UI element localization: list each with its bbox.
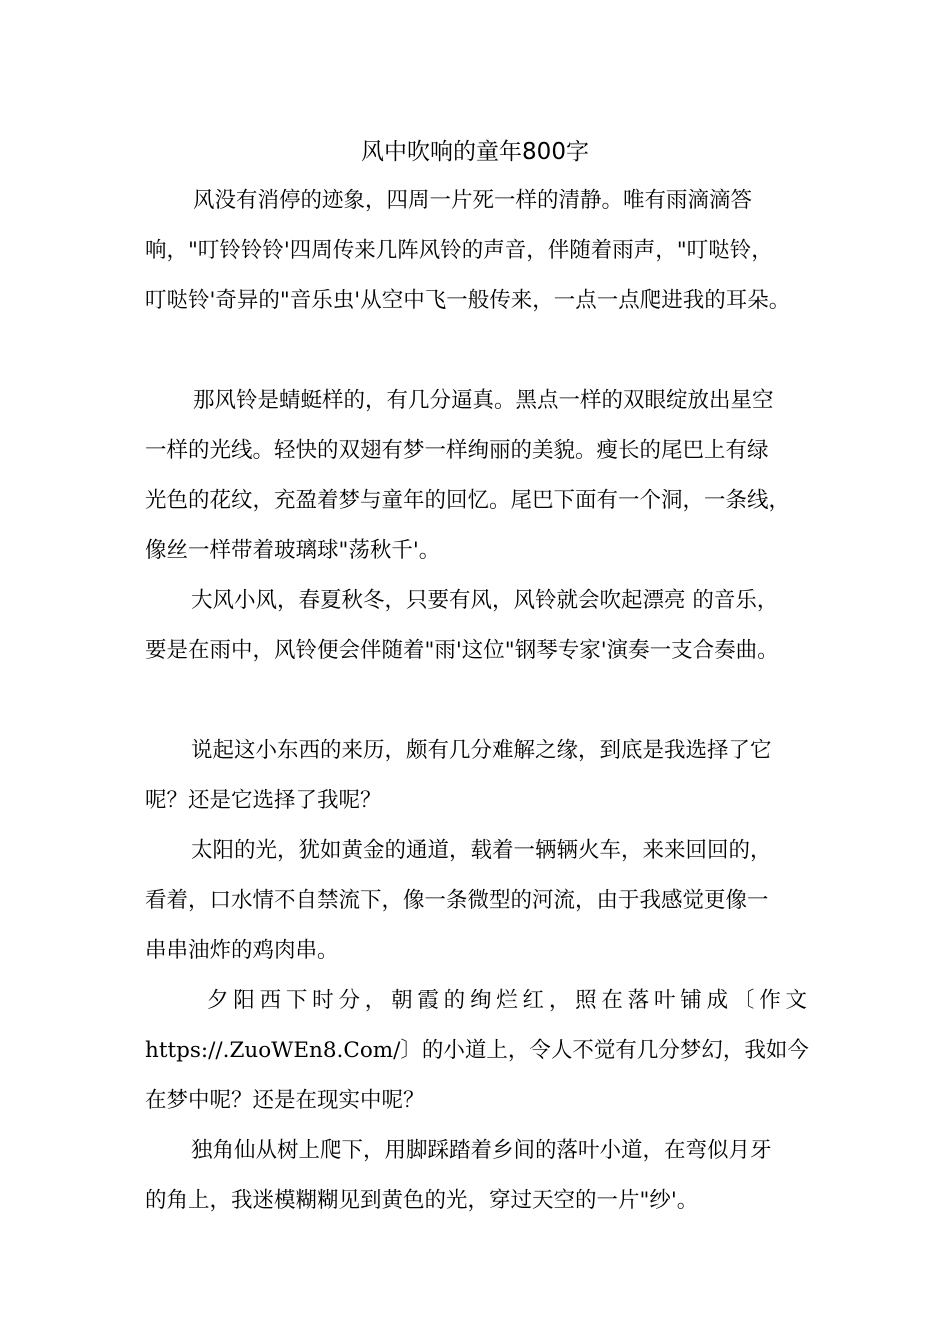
paragraph-6-line-3: 在梦中呢？还是在现实中呢？ bbox=[145, 1088, 425, 1113]
paragraph-1-line-3: 叮哒铃'奇异的"音乐虫'从空中飞一般传来，一点一点爬进我的耳朵。 bbox=[145, 288, 791, 313]
paragraph-2-line-3: 光色的花纹，充盈着梦与童年的回忆。尾巴下面有一个洞，一条线， bbox=[145, 488, 791, 513]
paragraph-7-line-2: 的角上，我迷模糊糊见到黄色的光，穿过天空的一片"纱'。 bbox=[145, 1188, 699, 1213]
paragraph-4-line-2: 呢？还是它选择了我呢？ bbox=[145, 788, 382, 813]
paragraph-5-line-3: 串串油炸的鸡肉串。 bbox=[145, 938, 339, 963]
paragraph-6-line-1: 夕阳西下时分，朝霞的绚烂红，照在落叶铺成〔作文 bbox=[207, 988, 807, 1013]
paragraph-1-line-2: 响，"叮铃铃铃'四周传来几阵风铃的声音，伴随着雨声，"叮哒铃， bbox=[145, 238, 773, 263]
paragraph-7-line-1: 独角仙从树上爬下，用脚踩踏着乡间的落叶小道，在弯似月牙 bbox=[191, 1138, 772, 1163]
paragraph-3-line-2: 要是在雨中，风铃便会伴随着"雨'这位"钢琴专家'演奏一支合奏曲。 bbox=[145, 638, 779, 663]
paragraph-2-line-2: 一样的光线。轻快的双翅有梦一样绚丽的美貌。瘦长的尾巴上有绿 bbox=[145, 438, 769, 463]
paragraph-6-line-2: https://.ZuoWEn8.Com/〕的小道上，令人不觉有几分梦幻，我如今 bbox=[145, 1038, 809, 1063]
paragraph-2-line-4: 像丝一样带着玻璃球"荡秋千'。 bbox=[145, 538, 441, 563]
paragraph-5-line-1: 太阳的光，犹如黄金的通道，载着一辆辆火车，来来回回的， bbox=[191, 838, 772, 863]
paragraph-5-line-2: 看着，口水情不自禁流下，像一条微型的河流，由于我感觉更像一 bbox=[145, 888, 769, 913]
paragraph-2-line-1: 那风铃是蜻蜓样的，有几分逼真。黑点一样的双眼绽放出星空 bbox=[193, 388, 774, 413]
paragraph-1-line-1: 风没有消停的迹象，四周一片死一样的清静。唯有雨滴滴答 bbox=[193, 188, 753, 213]
paragraph-3-line-1: 大风小风，春夏秋冬，只要有风，风铃就会吹起漂亮 的音乐， bbox=[191, 588, 779, 613]
document-title: 风中吹响的童年800字 bbox=[361, 139, 589, 165]
paragraph-4-line-1: 说起这小东西的来历，颇有几分难解之缘，到底是我选择了它 bbox=[191, 738, 772, 763]
